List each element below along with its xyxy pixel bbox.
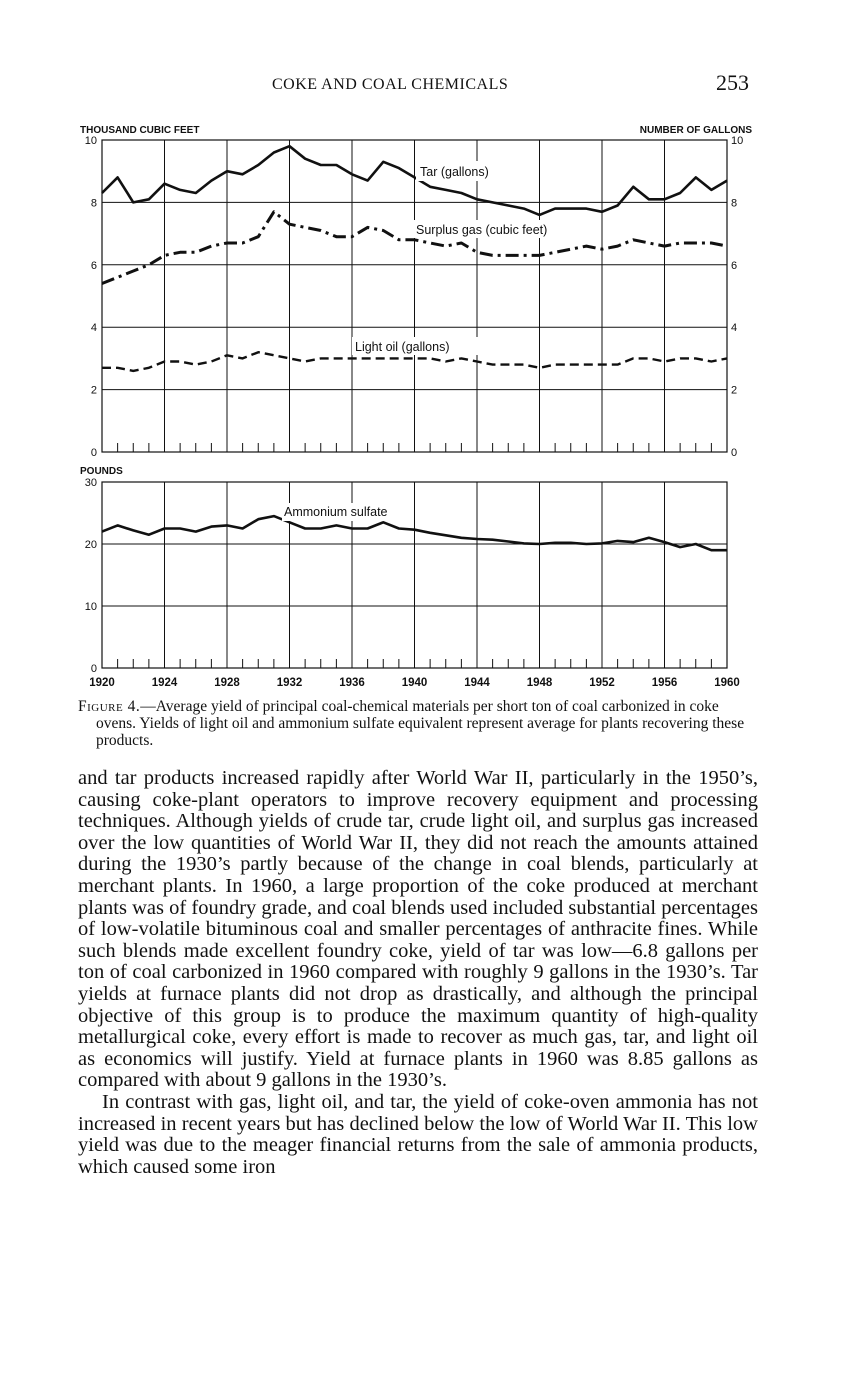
upper-right-ytick-label-0: 0 bbox=[731, 447, 738, 459]
upper-chart bbox=[80, 125, 752, 459]
ammonium-sulfate-series-label: Ammonium sulfate bbox=[284, 505, 388, 519]
body-paragraph-2: In contrast with gas, light oil, and tar, the yield of coke-oven ammonia has not increased in recent years but has declined below the low of World War II. This low yield was due to the meager financial returns from the sale of ammonia products, which caused some iron bbox=[78, 1090, 758, 1178]
upper-right-axis-title: NUMBER OF GALLONS bbox=[639, 125, 752, 136]
upper-ytick-label-8: 8 bbox=[90, 197, 97, 210]
upper-ytick-label-0: 0 bbox=[90, 447, 97, 459]
upper-ytick-label-4: 4 bbox=[90, 322, 97, 335]
upper-right-ytick-label-10: 10 bbox=[731, 135, 744, 147]
lower-xtick-label-1924: 1924 bbox=[151, 677, 178, 689]
upper-right-ytick-label-8: 8 bbox=[731, 197, 738, 210]
lower-xtick-label-1936: 1936 bbox=[339, 677, 365, 689]
upper-left-axis-title: THOUSAND CUBIC FEET bbox=[80, 125, 200, 136]
lower-ytick-label-30: 30 bbox=[84, 477, 97, 489]
upper-right-ytick-label-2: 2 bbox=[731, 384, 738, 397]
light-oil-series-label: Light oil (gallons) bbox=[355, 340, 450, 354]
lower-ytick-label-0: 0 bbox=[90, 663, 97, 675]
tar-series-label: Tar (gallons) bbox=[420, 165, 489, 179]
figure-caption-text: —Average yield of principal coal-chemical materials per short ton of coal carbonized in coke ovens. Yields of light oil and ammonium sulfate equivalent represent average for plants recovering these products. bbox=[96, 698, 745, 749]
body-paragraph-1: and tar products increased rapidly after World War II, particularly in the 1950’s, causing coke-plant operators to improve recovery equipment and processing techniques. Although yields of crude tar, crude light oil, and surplus gas increased over the low quantities of World War II, they did not reach the amounts attained during the 1930’s partly because of the change in coal blends, particularly at merchant plants. In 1960, a large proportion of the coke produced at merchant plants was of foundry grade, and coal blends used included substantial percentages of low-volatile bituminous coal and smaller percentages of anthracite fines. While such blends made excellent foundry coke, yield of tar was low—6.8 gallons per ton of coal carbonized in 1960 compared with roughly 9 gallons in the 1930’s. Tar yields at furnace plants did not drop as drastically, and although the principal objective of this group is to produce the maximum quantity of high-quality metallurgical coke, every effort is made to recover as much gas, tar, and light oil as economics will justify. Yield at furnace plants in 1960 was 8.85 gallons as compared with about 9 gallons in the 1930’s. bbox=[78, 767, 758, 1092]
upper-ytick-label-10: 10 bbox=[84, 135, 97, 147]
lower-grid bbox=[102, 482, 727, 668]
running-title: COKE AND COAL CHEMICALS bbox=[272, 76, 509, 93]
lower-ytick-label-10: 10 bbox=[84, 601, 97, 613]
page-number: 253 bbox=[716, 70, 749, 95]
lower-x-tick-labels bbox=[89, 677, 740, 689]
lower-xtick-label-1932: 1932 bbox=[276, 677, 303, 689]
upper-ytick-label-2: 2 bbox=[90, 384, 97, 397]
lower-xtick-label-1960: 1960 bbox=[714, 677, 740, 689]
lower-chart bbox=[80, 466, 740, 689]
lower-xtick-label-1948: 1948 bbox=[526, 677, 553, 689]
figure-label: Figure 4. bbox=[78, 698, 141, 715]
body-text bbox=[78, 768, 758, 1178]
lower-xtick-label-1928: 1928 bbox=[214, 677, 240, 689]
lower-xtick-label-1952: 1952 bbox=[589, 677, 615, 689]
upper-right-ytick-label-4: 4 bbox=[731, 322, 738, 335]
lower-xtick-label-1944: 1944 bbox=[464, 677, 490, 689]
lower-left-axis-title: POUNDS bbox=[80, 466, 123, 477]
lower-y-tick-labels bbox=[85, 477, 97, 675]
upper-right-ytick-label-6: 6 bbox=[731, 259, 738, 272]
surplus-gas-series-label: Surplus gas (cubic feet) bbox=[416, 223, 548, 237]
lower-xtick-label-1940: 1940 bbox=[401, 677, 428, 689]
lower-ytick-label-20: 20 bbox=[84, 539, 97, 551]
figure-caption bbox=[78, 698, 758, 749]
lower-xtick-label-1956: 1956 bbox=[651, 677, 678, 689]
lower-xtick-label-1920: 1920 bbox=[89, 677, 115, 689]
upper-ytick-label-6: 6 bbox=[90, 259, 97, 272]
